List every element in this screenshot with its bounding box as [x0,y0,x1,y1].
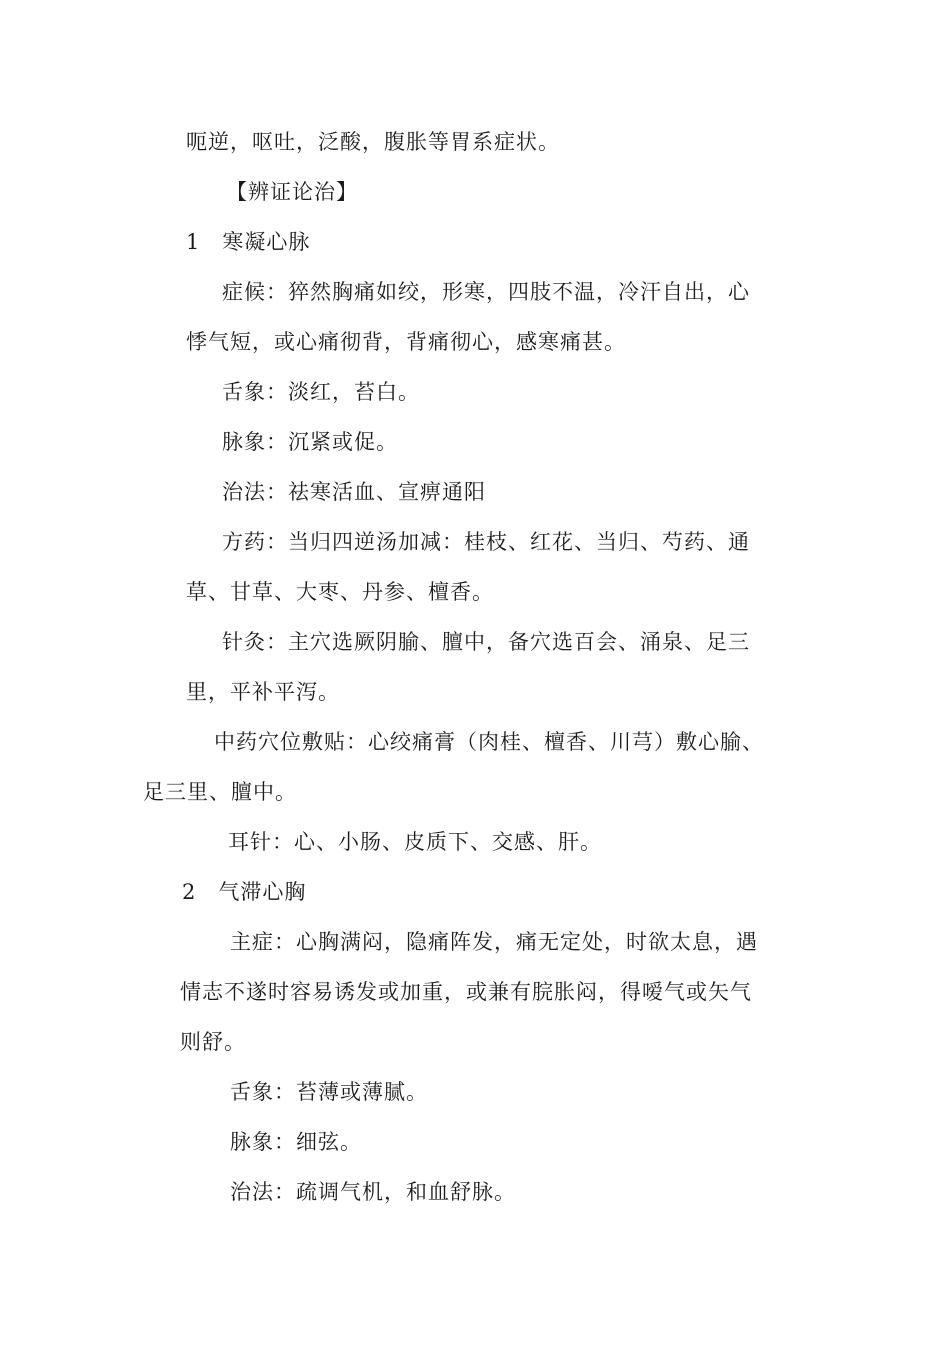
pattern1-symptoms-line1: 症候：猝然胸痛如绞，形寒，四肢不温，冷汗自出，心 [222,280,750,304]
pattern2-title: 2 气滞心胸 [182,880,307,904]
pattern1-acupuncture-line1: 针灸：主穴选厥阴腧、膻中，备穴选百会、涌泉、足三 [222,630,750,654]
pattern2-main-symptoms-line1: 主症：心胸满闷，隐痛阵发，痛无定处，时欲太息，遇 [230,930,758,954]
pattern2-main-symptoms-line3: 则舒。 [180,1030,246,1054]
pattern1-formula-line2: 草、甘草、大枣、丹参、檀香。 [186,580,494,604]
pattern2-main-symptoms-line2: 情志不遂时容易诱发或加重，或兼有脘胀闷，得嗳气或矢气 [180,980,752,1004]
section-heading: 【辨证论治】 [226,180,358,204]
pattern1-formula-line1: 方药：当归四逆汤加减：桂枝、红花、当归、芍药、通 [222,530,750,554]
pattern2-pulse: 脉象：细弦。 [230,1130,362,1154]
pattern1-patch-line1: 中药穴位敷贴：心绞痛膏（肉桂、檀香、川芎）敷心腧、 [214,730,764,754]
pattern1-ear-acupuncture: 耳针：心、小肠、皮质下、交感、肝。 [228,830,602,854]
pattern1-symptoms-line2: 悸气短，或心痛彻背，背痛彻心，感寒痛甚。 [186,330,626,354]
pattern1-pulse: 脉象：沉紧或促。 [222,430,398,454]
pattern1-title: 1 寒凝心脉 [186,230,311,254]
pattern1-treatment: 治法：祛寒活血、宣痹通阳 [222,480,486,504]
pattern2-tongue: 舌象：苔薄或薄腻。 [230,1080,428,1104]
pattern2-treatment: 治法：疏调气机，和血舒脉。 [230,1180,516,1204]
pattern1-patch-line2: 足三里、膻中。 [143,780,297,804]
pattern1-acupuncture-line2: 里，平补平泻。 [186,680,340,704]
intro-line: 呃逆，呕吐，泛酸，腹胀等胃系症状。 [186,130,560,154]
pattern1-tongue: 舌象：淡红，苔白。 [222,380,420,404]
